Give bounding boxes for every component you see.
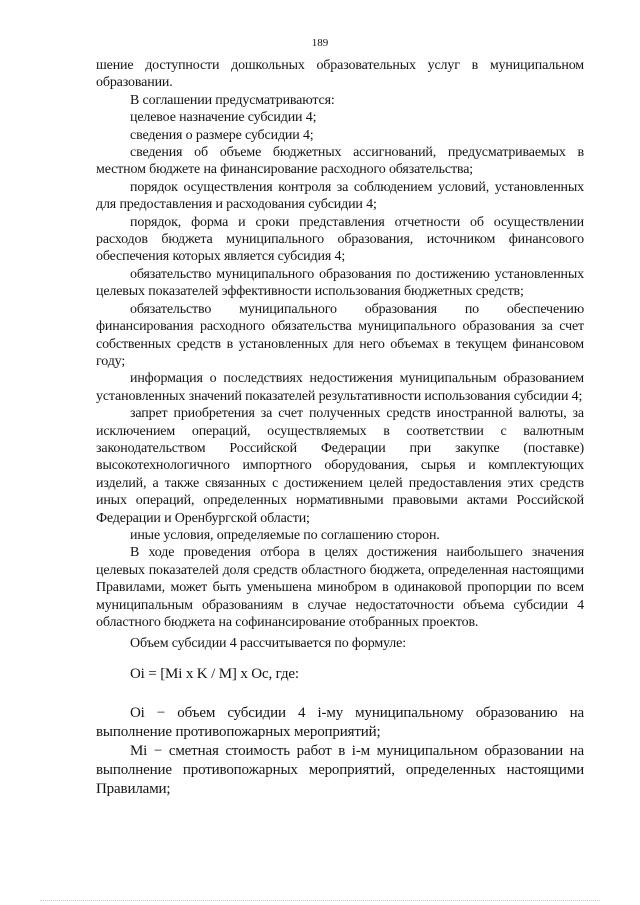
paragraph: порядок осуществления контроля за соблюдением условий, установленных для предоставления и расходования субсидии 4; bbox=[96, 179, 584, 213]
paragraph: запрет приобретения за счет полученных средств иностранной валюты, за исключением операций, осуществляемых в соответствии с валютным законодательством Российской Федерации при закупке (поставке) высокотехнологичного импортного оборудования, сырья и комплектующих изделий, а также связанных с достижением целей предоставления этих средств иных операций, определенных нормативными правовыми актами Российской Федерации и Оренбургской области; bbox=[96, 406, 584, 526]
paragraph: сведения о размере субсидии 4; bbox=[130, 127, 314, 143]
definition-mi: Mi − сметная стоимость работ в i-м муниципальном образовании на выполнение противопожарных мероприятий, определенных настоящими Правилами; bbox=[96, 742, 584, 797]
paragraph: В соглашении предусматриваются: bbox=[130, 92, 335, 108]
page-number: 189 bbox=[311, 37, 329, 49]
scan-artifact-line bbox=[40, 900, 600, 902]
paragraph: порядок, форма и сроки представления отчетности об осуществлении расходов бюджета муниципального образования, источником финансового обеспечения которых является субсидия 4; bbox=[96, 214, 584, 265]
paragraph: обязательство муниципального образования по обеспечению финансирования расходного обязательства муниципального образования за счет собственных средств в установленных для него объемах в текущем финансовом году; bbox=[96, 301, 584, 369]
paragraph: Объем субсидии 4 рассчитывается по формуле: bbox=[130, 636, 406, 652]
paragraph: шение доступности дошкольных образовательных услуг в муниципальном образовании. bbox=[96, 58, 584, 91]
paragraph: информация о последствиях недостижения муниципальным образованием установленных значений показателей результативности использования субсидии 4; bbox=[96, 371, 584, 404]
paragraph: сведения об объеме бюджетных ассигнований, предусматриваемых в местном бюджете на финансирование расходного обязательства; bbox=[96, 145, 584, 178]
definition-oi: Oi − объем субсидии 4 i-му муниципальному образованию на выполнение противопожарных мероприятий; bbox=[96, 704, 584, 740]
formula: Oi = [Mi x K / M] x Oc, где: bbox=[130, 665, 299, 682]
paragraph: иные условия, определяемые по соглашению сторон. bbox=[130, 527, 440, 543]
paragraph: обязательство муниципального образования по достижению установленных целевых показателей эффективности использования бюджетных средств; bbox=[96, 266, 584, 300]
paragraph: В ходе проведения отбора в целях достижения наибольшего значения целевых показателей доля средств областного бюджета, определенная настоящими Правилами, может быть уменьшена минобром в одинаковой пропорции по всем муниципальным образованиям в случае недостаточности объема субсидии 4 областного бюджета на софинансирование отобранных проектов. bbox=[96, 545, 584, 630]
document-body bbox=[96, 57, 584, 799]
paragraph: целевое назначение субсидии 4; bbox=[130, 110, 317, 126]
